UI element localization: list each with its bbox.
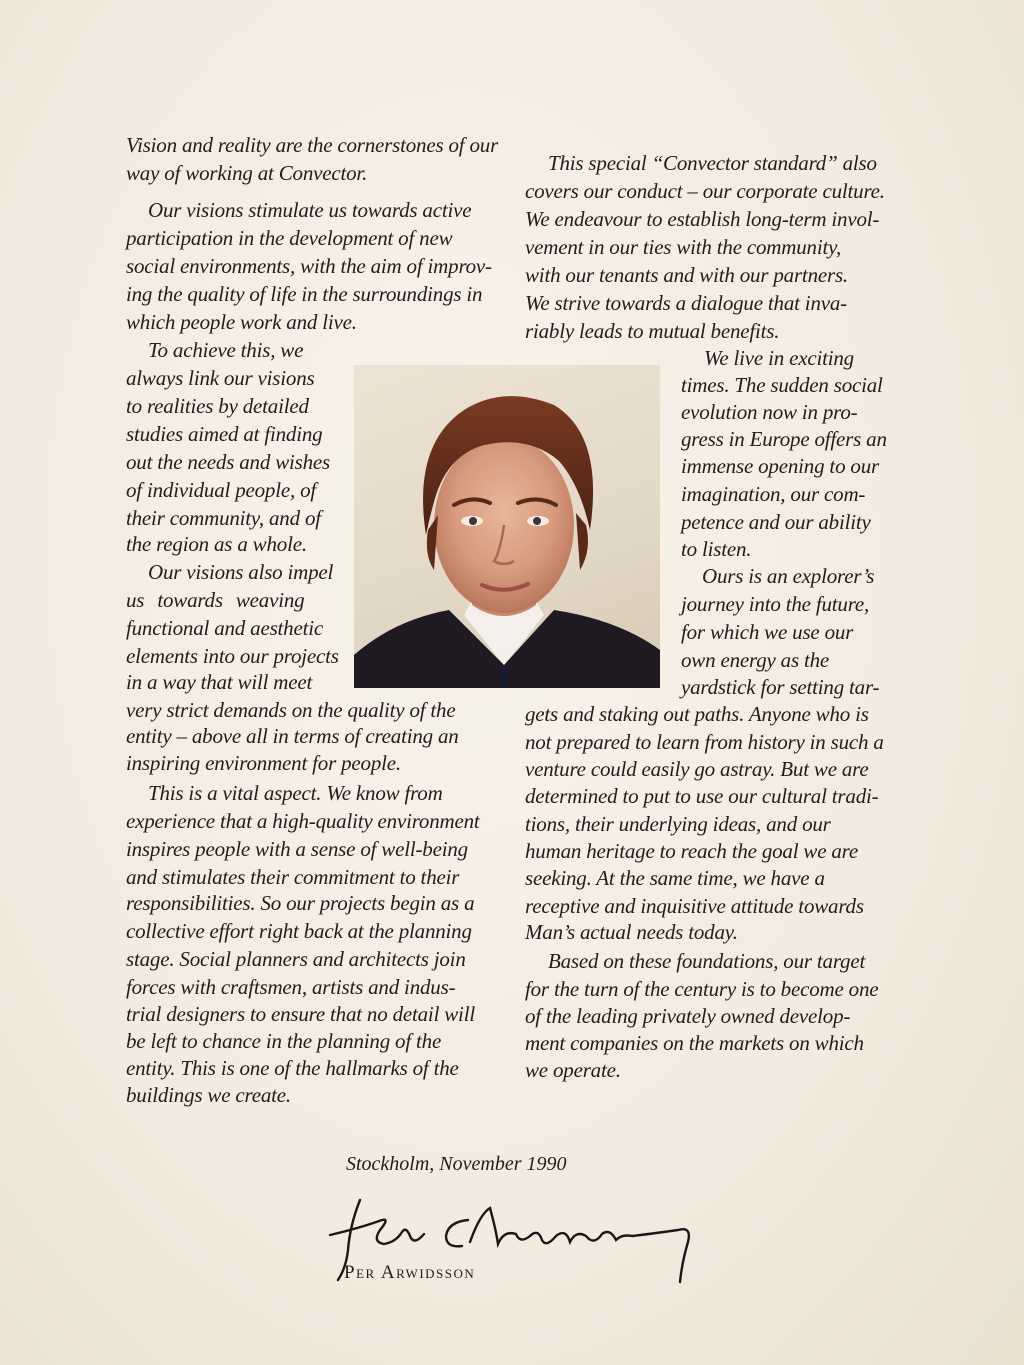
text-line: determined to put to use our cultural tradi-	[525, 784, 879, 808]
text-line: in a way that will meet	[126, 670, 313, 694]
text-line: their community, and of	[126, 506, 321, 530]
text-line: trial designers to ensure that no detail will	[126, 1002, 475, 1026]
text-line: ment companies on the markets on which	[525, 1031, 864, 1055]
dateline: Stockholm, November 1990	[346, 1153, 567, 1175]
text-line: ing the quality of life in the surroundings in	[126, 282, 483, 306]
text-line: buildings we create.	[126, 1083, 291, 1107]
text-line: collective effort right back at the planning	[126, 919, 472, 943]
text-line: This special “Convector standard” also	[548, 151, 877, 175]
text-line: vement in our ties with the community,	[525, 235, 842, 259]
text-line: own energy as the	[681, 648, 830, 672]
text-line: riably leads to mutual benefits.	[525, 319, 780, 343]
text-line: inspiring environment for people.	[126, 751, 401, 775]
text-line: gress in Europe offers an	[681, 427, 887, 451]
text-line: imagination, our com-	[681, 482, 866, 506]
text-line: of individual people, of	[126, 478, 317, 502]
text-line: venture could easily go astray. But we are	[525, 757, 869, 781]
text-line: evolution now in pro-	[681, 400, 858, 424]
text-line: times. The sudden social	[681, 373, 883, 397]
text-line: with our tenants and with our partners.	[525, 263, 848, 287]
text-line: for which we use our	[681, 620, 854, 644]
text-line: responsibilities. So our projects begin as a	[126, 891, 475, 915]
text-line: We strive towards a dialogue that inva-	[525, 291, 847, 315]
text-line: entity – above all in terms of creating an	[126, 724, 459, 748]
text-line: to listen.	[681, 537, 752, 561]
text-line: Vision and reality are the cornerstones of our	[126, 133, 499, 157]
text-line: which people work and live.	[126, 310, 357, 334]
text-line: petence and our ability	[681, 510, 871, 534]
text-line: journey into the future,	[681, 592, 870, 616]
text-line: yardstick for setting tar-	[681, 675, 880, 699]
text-line: inspires people with a sense of well-being	[126, 837, 468, 861]
text-line: way of working at Convector.	[126, 161, 368, 185]
text-line: Our visions also impel	[148, 560, 334, 584]
text-line: to realities by detailed	[126, 394, 309, 418]
text-line: Our visions stimulate us towards active	[148, 198, 472, 222]
text-line: functional and aesthetic	[126, 616, 323, 640]
text-line: of the leading privately owned develop-	[525, 1004, 851, 1028]
text-line: always link our visions	[126, 366, 315, 390]
text-line: the region as a whole.	[126, 532, 307, 556]
text-line: This is a vital aspect. We know from	[148, 781, 443, 805]
signer-name: Per Arwidsson	[344, 1262, 476, 1283]
text-line: not prepared to learn from history in such a	[525, 730, 884, 754]
portrait-photo-icon	[354, 365, 660, 688]
text-line: us towards weaving	[126, 588, 305, 612]
text-line: social environments, with the aim of improv-	[126, 254, 492, 278]
text-line: out the needs and wishes	[126, 450, 331, 474]
text-line: stage. Social planners and architects join	[126, 947, 466, 971]
text-line: To achieve this, we	[148, 338, 304, 362]
text-line: Ours is an explorer’s	[702, 564, 875, 588]
text-line: experience that a high-quality environment	[126, 809, 480, 833]
text-line: seeking. At the same time, we have a	[525, 866, 825, 890]
text-line: We live in exciting	[704, 346, 854, 370]
text-line: Based on these foundations, our target	[548, 949, 866, 973]
text-line: and stimulates their commitment to their	[126, 865, 460, 889]
text-line: tions, their underlying ideas, and our	[525, 812, 831, 836]
text-line: elements into our projects	[126, 644, 339, 668]
text-line: entity. This is one of the hallmarks of the	[126, 1056, 459, 1080]
text-line: participation in the development of new	[126, 226, 453, 250]
text-line: gets and staking out paths. Anyone who is	[525, 702, 869, 726]
text-line: receptive and inquisitive attitude towards	[525, 894, 864, 918]
text-line: human heritage to reach the goal we are	[525, 839, 858, 863]
text-line: we operate.	[525, 1058, 621, 1082]
text-line: be left to chance in the planning of the	[126, 1029, 442, 1053]
text-line: immense opening to our	[681, 454, 879, 478]
text-line: for the turn of the century is to become one	[525, 977, 879, 1001]
text-line: studies aimed at finding	[126, 422, 323, 446]
portrait-illustration	[354, 365, 660, 688]
text-line: Man’s actual needs today.	[525, 920, 738, 944]
text-line: forces with craftsmen, artists and indus-	[126, 975, 456, 999]
text-line: covers our conduct – our corporate culture.	[525, 179, 885, 203]
text-line: We endeavour to establish long-term invol-	[525, 207, 880, 231]
text-line: very strict demands on the quality of the	[126, 698, 456, 722]
